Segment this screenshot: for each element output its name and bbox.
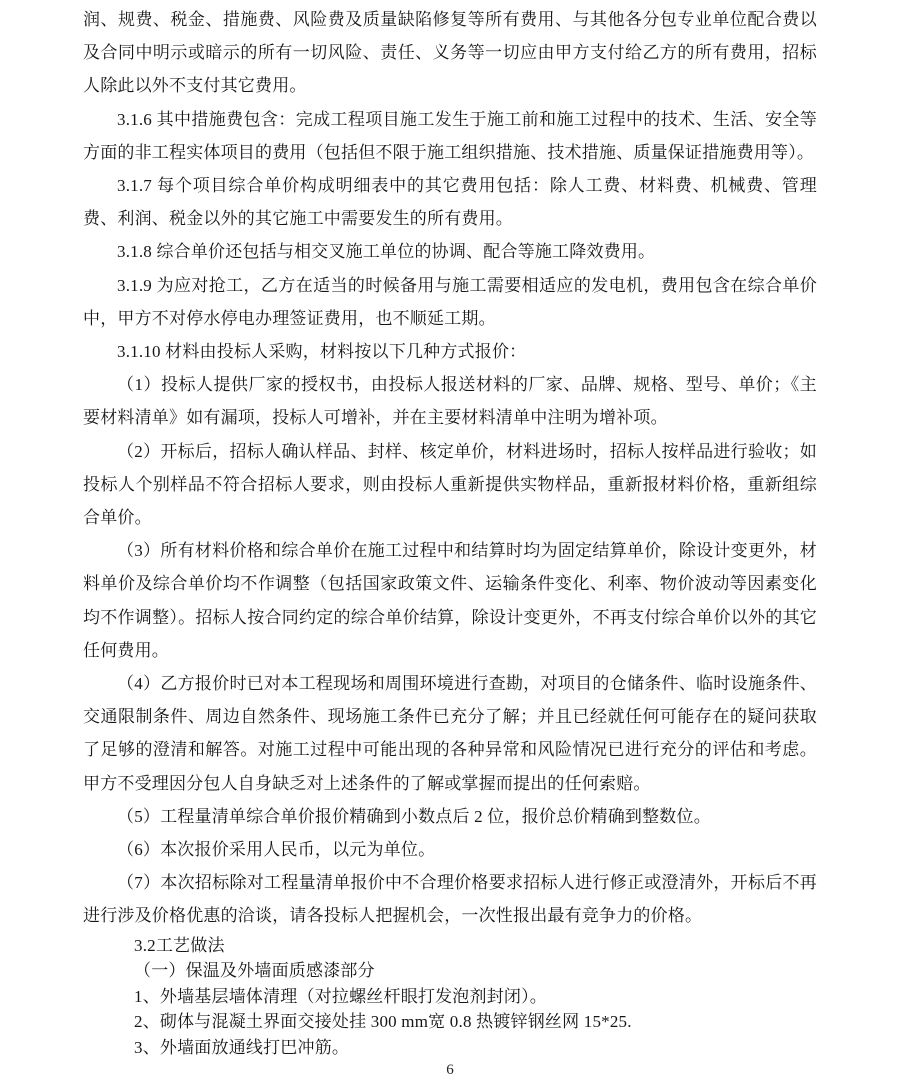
page-number: 6 — [446, 1062, 454, 1078]
step-2: 2、砌体与混凝土界面交接处挂 300 mm宽 0.8 热镀锌钢丝网 15*25. — [134, 1012, 632, 1032]
clause-3-1-10: 3.1.10 材料由投标人采购，材料按以下几种方式报价： — [117, 342, 527, 362]
step-3: 3、外墙面放通线打巴冲筋。 — [134, 1037, 350, 1057]
clause-3-1-5-continued: 润、规费、税金、措施费、风险费及质量缺陷修复等所有费用、与其他各分包专业单位配合费以及合同中明示或暗示的所有一切风险、责任、义务等一切应由甲方支付给乙方的所有费用，招标人除此以外不支付其它费用。 — [83, 10, 817, 96]
clause-3-1-9: 3.1.9 为应对抢工，乙方在适当的时候备用与施工需要相适应的发电机，费用包含在综合单价中，甲方不对停水停电办理签证费用，也不顺延工期。 — [83, 275, 817, 328]
list-item-7: （7）本次招标除对工程量清单报价中不合理价格要求招标人进行修正或澄清外，开标后不再进行涉及价格优惠的洽谈，请各投标人把握机会，一次性报出最有竞争力的价格。 — [83, 873, 817, 926]
section-3-2-heading: 3.2工艺做法 — [134, 935, 225, 955]
clause-3-1-7: 3.1.7 每个项目综合单价构成明细表中的其它费用包括：除人工费、材料费、机械费、管理费、利润、税金以外的其它施工中需要发生的所有费用。 — [83, 176, 817, 229]
list-item-5: （5）工程量清单综合单价报价精确到小数点后 2 位，报价总价精确到整数位。 — [117, 806, 711, 826]
subsection-1-heading: （一）保温及外墙面质感漆部分 — [134, 961, 375, 981]
clause-3-1-6: 3.1.6 其中措施费包含：完成工程项目施工发生于施工前和施工过程中的技术、生活、安全等方面的非工程实体项目的费用（包括但不限于施工组织措施、技术措施、质量保证措施费用等）。 — [83, 109, 817, 162]
clause-3-1-8: 3.1.8 综合单价还包括与相交叉施工单位的协调、配合等施工降效费用。 — [117, 242, 656, 262]
list-item-3: （3）所有材料价格和综合单价在施工过程中和结算时均为固定结算单价，除设计变更外，材料单价及综合单价均不作调整（包括国家政策文件、运输条件变化、利率、物价波动等因素变化均不作调整）。招标人按合同约定的综合单价结算，除设计变更外，不再支付综合单价以外的其它任何费用。 — [83, 541, 817, 660]
list-item-2: （2）开标后，招标人确认样品、封样、核定单价，材料进场时，招标人按样品进行验收；如投标人个别样品不符合招标人要求，则由投标人重新提供实物样品，重新报材料价格，重新组综合单价。 — [83, 441, 817, 528]
list-item-6: （6）本次报价采用人民币，以元为单位。 — [117, 840, 436, 860]
document-body — [83, 3, 817, 1060]
list-item-4: （4）乙方报价时已对本工程现场和周围环境进行查勘，对项目的仓储条件、临时设施条件、交通限制条件、周边自然条件、现场施工条件已充分了解；并且已经就任何可能存在的疑问获取了足够的澄清和解答。对施工过程中可能出现的各种异常和风险情况已进行充分的评估和考虑。甲方不受理因分包人自身缺乏对上述条件的了解或掌握而提出的任何索赔。 — [83, 674, 817, 793]
list-item-1: （1）投标人提供厂家的授权书，由投标人报送材料的厂家、品牌、规格、型号、单价；《主要材料清单》如有漏项，投标人可增补，并在主要材料清单中注明为增补项。 — [83, 375, 817, 428]
step-1: 1、外墙基层墙体清理（对拉螺丝杆眼打发泡剂封闭）。 — [134, 986, 547, 1006]
